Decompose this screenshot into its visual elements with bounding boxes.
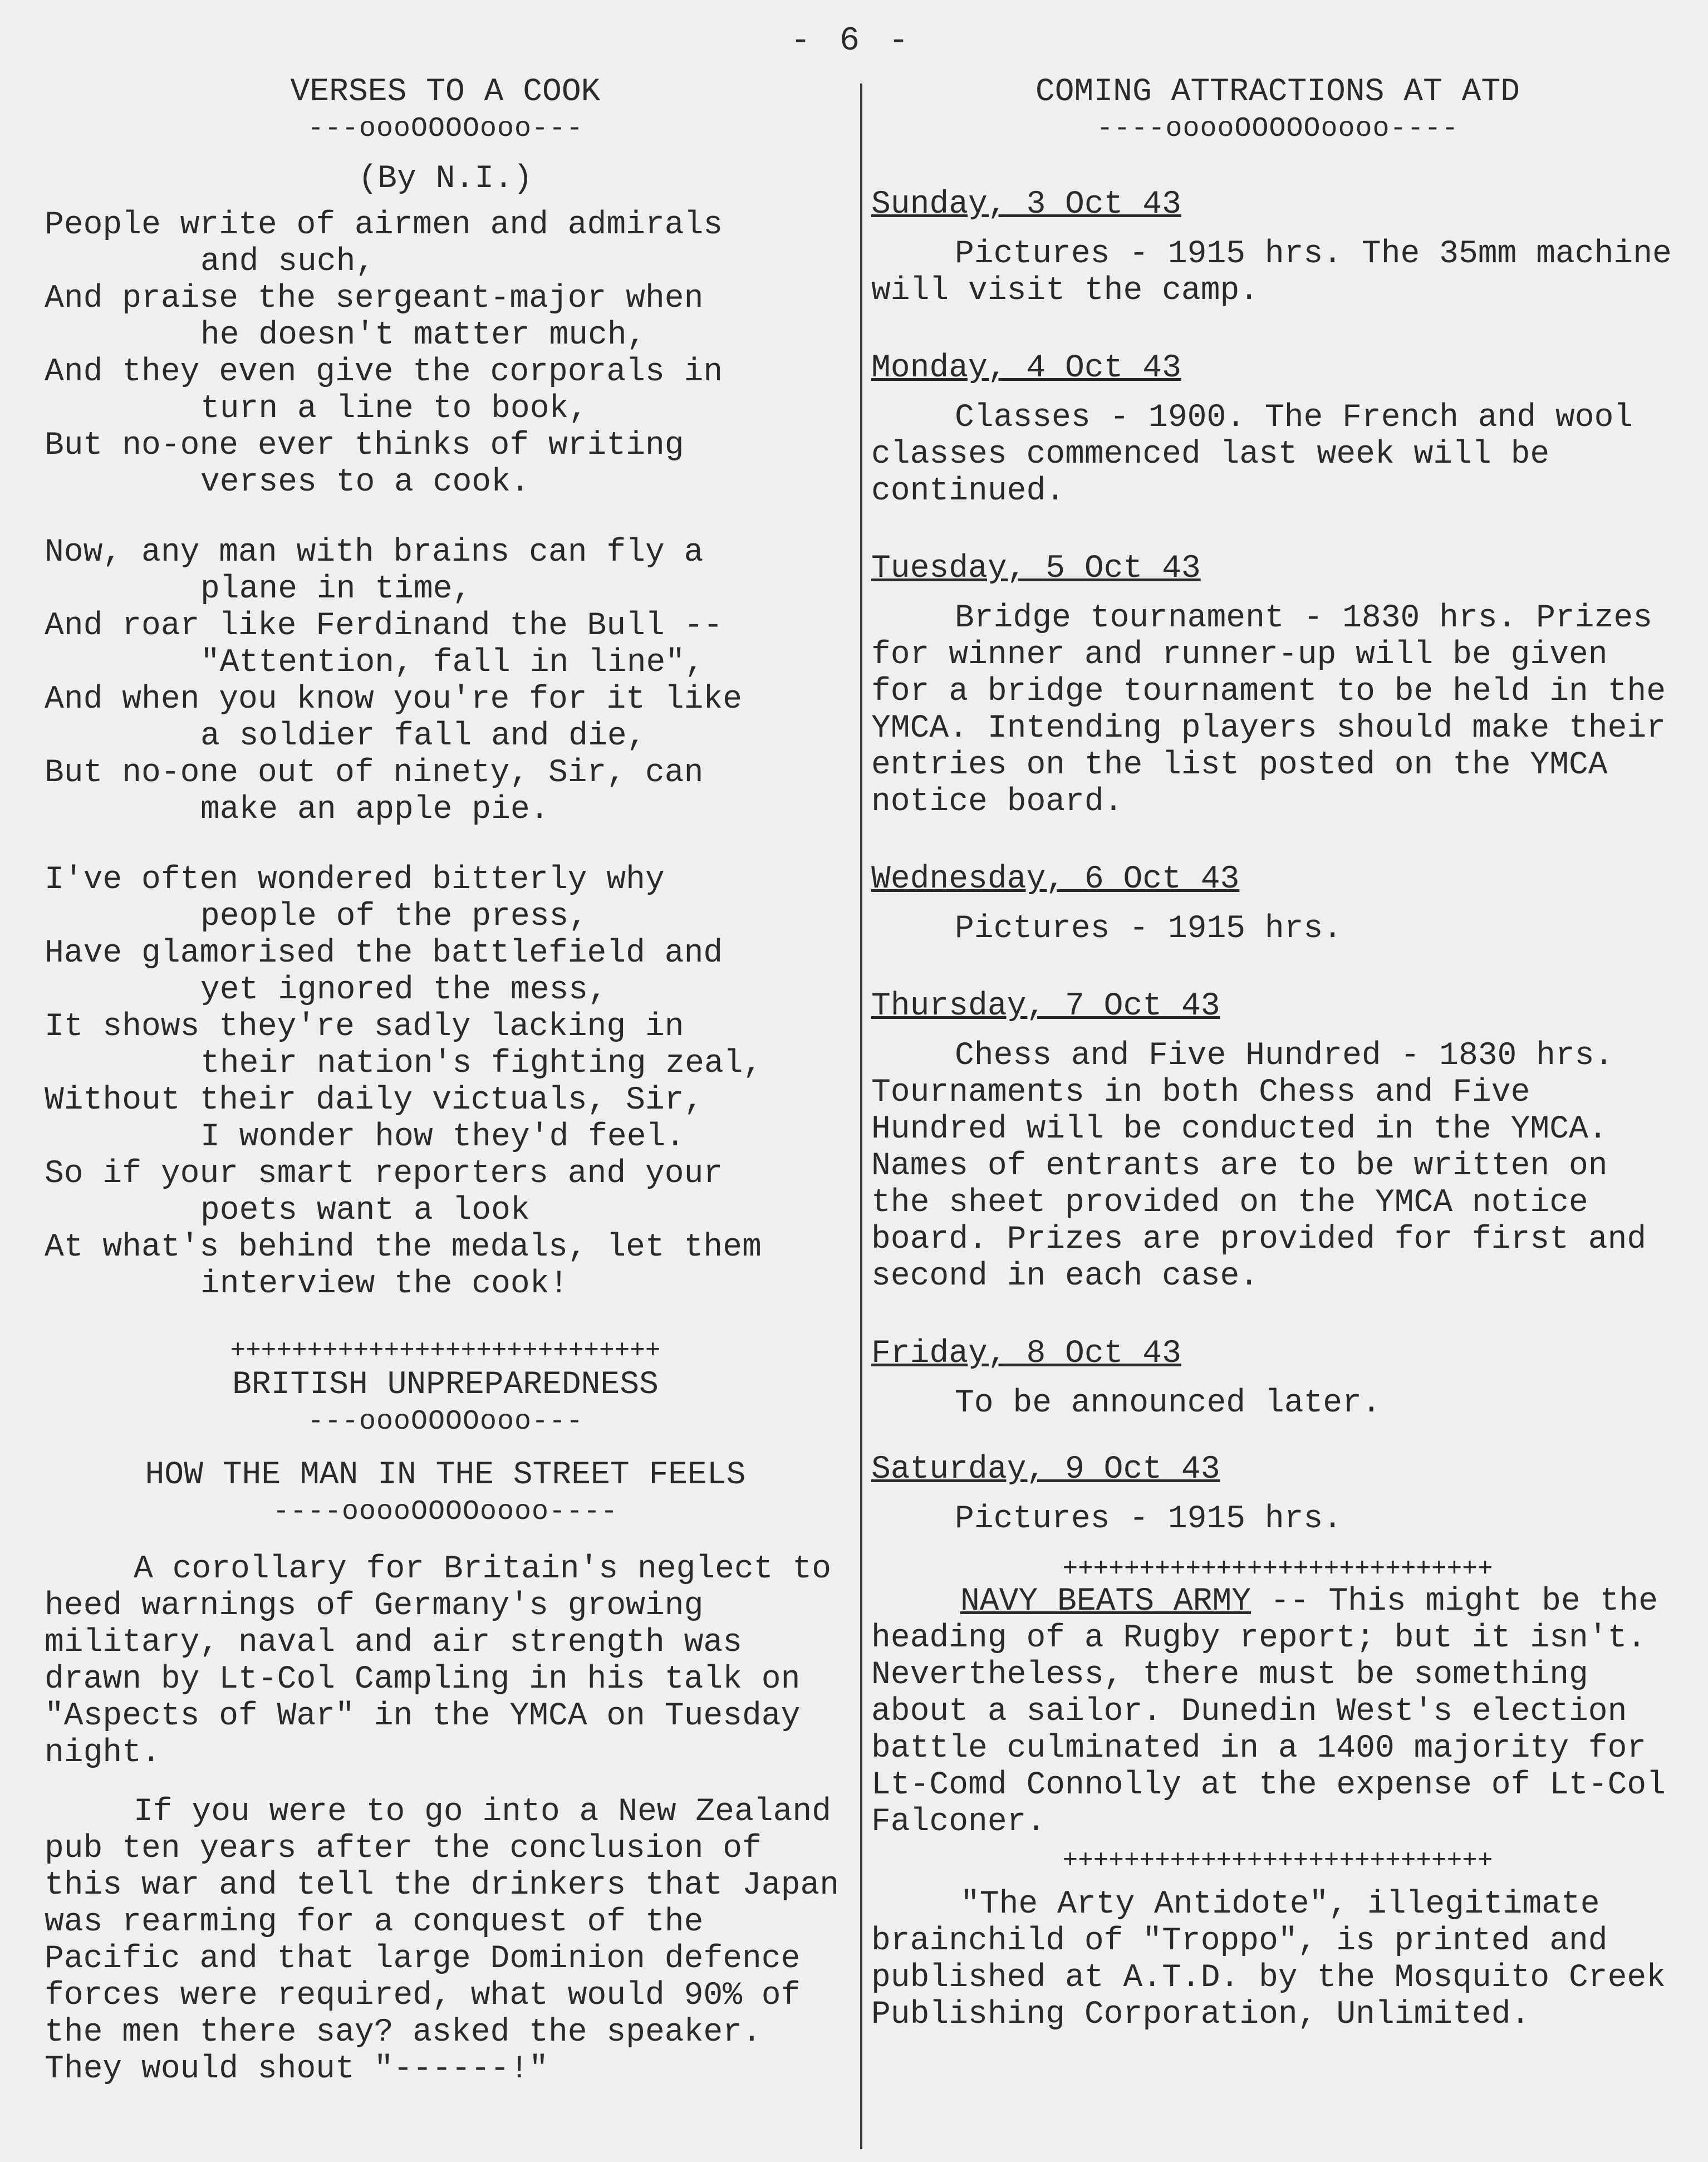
poem-line: poets want a look: [200, 1193, 530, 1229]
article-subtitle: HOW THE MAN IN THE STREET FEELS: [145, 1457, 746, 1493]
article-title-rule: ---oooOOOOooo---: [307, 1406, 584, 1438]
poem-line: he doesn't matter much,: [200, 317, 646, 354]
poem-line: make an apple pie.: [200, 792, 549, 828]
section-separator: ++++++++++++++++++++++++++++: [230, 1336, 661, 1365]
poem-stanza-3: [45, 862, 846, 1303]
poem-line: interview the cook!: [200, 1266, 569, 1302]
poem-line: Without their daily victuals, Sir,: [45, 1082, 704, 1119]
poem-line: So if your smart reporters and your: [45, 1156, 723, 1192]
poem-line: people of the press,: [200, 899, 588, 935]
poem-line: Have glamorised the battlefield and: [45, 935, 723, 972]
poem-stanza-2: [45, 535, 846, 828]
attraction-entry: [871, 860, 1684, 948]
poem-line: yet ignored the mess,: [200, 972, 607, 1008]
entry-date: Saturday, 9 Oct 43: [871, 1452, 1220, 1488]
poem-line: Now, any man with brains can fly a: [45, 535, 704, 571]
poem-line: People write of airmen and admirals: [45, 207, 723, 243]
poem-line: plane in time,: [200, 571, 472, 607]
poem-line: I've often wondered bitterly why: [45, 862, 665, 898]
attraction-entry: [871, 349, 1684, 510]
poem-line: And when you know you're for it like: [45, 682, 743, 718]
article-subtitle-rule: ----ooooOOOOoooo----: [272, 1496, 619, 1528]
column-divider: [860, 84, 862, 2149]
navy-heading: NAVY BEATS ARMY: [960, 1583, 1251, 1620]
entry-date: Monday, 4 Oct 43: [871, 350, 1181, 386]
poem-title-rule: ---oooOOOOooo---: [307, 113, 584, 145]
article-paragraph: If you were to go into a New Zealand pub ten years after the conclusion of this war and tell the drinkers that Japan was rearming for a conquest of the Pacific and that large Dominion defence forces were required, what would 90% of the men there say? asked the speaker. They would shout "------!": [45, 1794, 840, 2087]
attractions-title: COMING ATTRACTIONS AT ATD: [1035, 74, 1520, 110]
colophon: "The Arty Antidote", illegitimate brainchild of "Troppo", is printed and published at A.T.D. by the Mosquito Creek Publishing Corporation, Unlimited.: [871, 1886, 1666, 2033]
entry-text: Pictures - 1915 hrs.: [955, 911, 1343, 947]
poem-title: VERSES TO A COOK: [290, 74, 601, 110]
entry-text: Chess and Five Hundred - 1830 hrs. Tournaments in both Chess and Five Hundred will be conducted in the YMCA. Names of entrants are to be written on the sheet provided on the YMCA notice board. Prizes are provided for first and second in each case.: [871, 1038, 1647, 1295]
entry-text: Pictures - 1915 hrs. The 35mm machine will visit the camp.: [871, 236, 1672, 309]
poem-line: At what's behind the medals, let them: [45, 1229, 762, 1266]
attractions-title-rule: ----ooooOOOOOoooo----: [1096, 113, 1459, 145]
poem-line: And they even give the corporals in: [45, 354, 723, 390]
poem-line: But no-one ever thinks of writing: [45, 428, 684, 464]
poem-line: their nation's fighting zeal,: [200, 1046, 763, 1082]
poem-line: It shows they're sadly lacking in: [45, 1009, 684, 1045]
entry-date: Thursday, 7 Oct 43: [871, 988, 1220, 1024]
entry-text: Bridge tournament - 1830 hrs. Prizes for winner and runner-up will be given for a bridge tournament to be held in the YMCA. Intending players should make their entries on the list posted on the YMCA notice board.: [871, 600, 1666, 820]
entry-date: Wednesday, 6 Oct 43: [871, 861, 1240, 898]
poem-line: a soldier fall and die,: [200, 718, 646, 754]
poem-line: And praise the sergeant-major when: [45, 281, 704, 317]
attraction-entry: [871, 185, 1684, 310]
poem-line: And roar like Ferdinand the Bull --: [45, 608, 723, 644]
poem-byline: (By N.I.): [358, 161, 533, 197]
entry-text: Classes - 1900. The French and wool classes commenced last week will be continued.: [871, 400, 1633, 509]
right-column: [871, 72, 1684, 2056]
left-column: [45, 72, 846, 2110]
poem-line: But no-one out of ninety, Sir, can: [45, 755, 704, 791]
attraction-entry: [871, 549, 1684, 821]
entry-text: Pictures - 1915 hrs.: [955, 1501, 1343, 1537]
page-number: - 6 -: [790, 22, 914, 60]
poem-line: and such,: [200, 244, 375, 280]
attraction-entry: [871, 1334, 1684, 1422]
poem-line: "Attention, fall in line",: [200, 645, 704, 681]
poem-line: turn a line to book,: [200, 391, 588, 427]
article-paragraph: A corollary for Britain's neglect to heed warnings of Germany's growing military, naval and air strength was drawn by Lt-Col Campling in his talk on "Aspects of War" in the YMCA on Tuesday night.: [45, 1551, 832, 1771]
entry-text: To be announced later.: [955, 1385, 1381, 1421]
poem-stanza-1: [45, 207, 846, 501]
article-title: BRITISH UNPREPAREDNESS: [232, 1367, 659, 1403]
poem-line: I wonder how they'd feel.: [200, 1119, 685, 1155]
entry-date: Sunday, 3 Oct 43: [871, 187, 1181, 223]
section-separator: ++++++++++++++++++++++++++++: [1062, 1555, 1493, 1583]
poem-line: verses to a cook.: [200, 464, 530, 501]
attraction-entry: [871, 1450, 1684, 1538]
entry-date: Tuesday, 5 Oct 43: [871, 551, 1201, 587]
entry-date: Friday, 8 Oct 43: [871, 1336, 1181, 1372]
navy-paragraph: NAVY BEATS ARMY -- This might be the heading of a Rugby report; but it isn't. Nevertheless, there must be something about a sailor. Dunedin West's election battle culminated in a 1400 majority for Lt-Comd Connolly at the expense of Lt-Col Falconer.: [871, 1583, 1666, 1840]
section-separator: ++++++++++++++++++++++++++++: [1062, 1846, 1493, 1875]
attraction-entry: [871, 987, 1684, 1295]
